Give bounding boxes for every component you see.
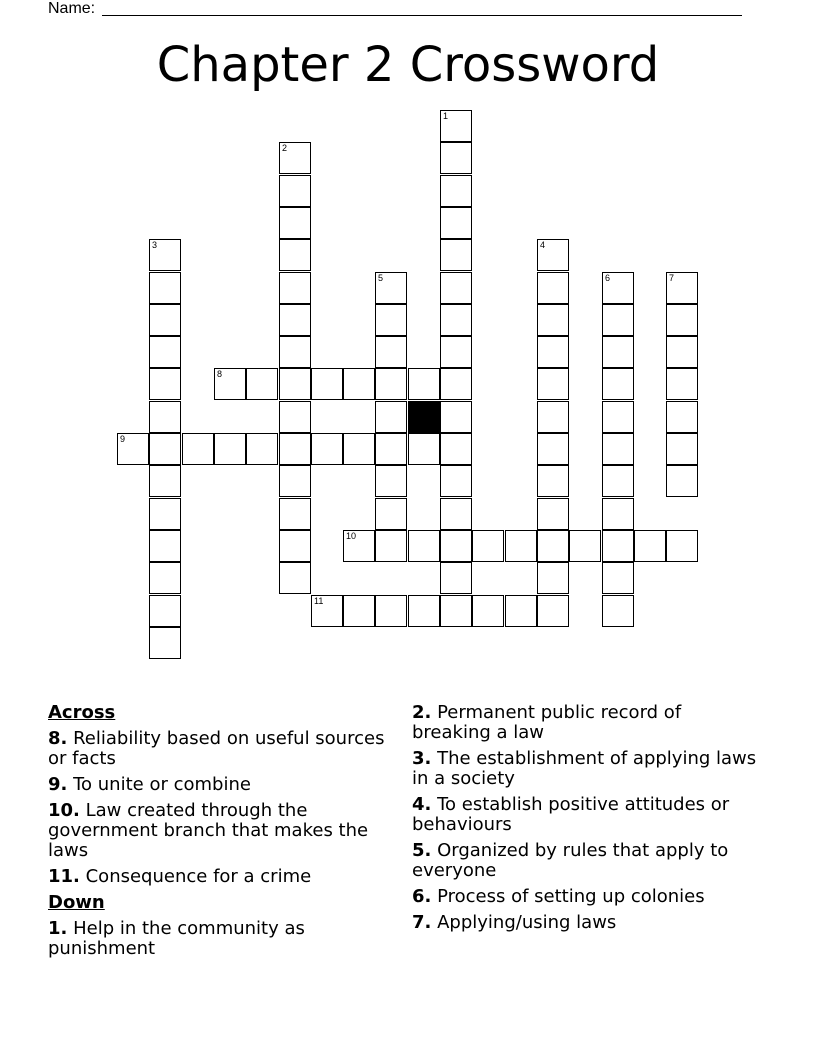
name-label: Name: (48, 0, 96, 17)
grid-cell[interactable] (311, 433, 343, 465)
grid-cell[interactable] (149, 595, 181, 627)
grid-cell[interactable] (602, 272, 634, 304)
grid-cell[interactable] (279, 175, 311, 207)
grid-cell[interactable] (537, 336, 569, 368)
grid-cell[interactable] (537, 530, 569, 562)
grid-cell[interactable] (440, 175, 472, 207)
grid-cell[interactable] (311, 595, 343, 627)
grid-cell[interactable] (472, 595, 504, 627)
clue-item-text: Consequence for a crime (79, 866, 312, 887)
grid-cell[interactable] (375, 368, 407, 400)
grid-cell[interactable] (343, 368, 375, 400)
grid-cell[interactable] (343, 433, 375, 465)
grid-cell[interactable] (149, 272, 181, 304)
grid-block (408, 401, 440, 433)
grid-cell[interactable] (343, 595, 375, 627)
grid-cell[interactable] (505, 530, 537, 562)
grid-cell[interactable] (537, 304, 569, 336)
grid-cell[interactable] (666, 336, 698, 368)
clue-item-text: Applying/using laws (431, 912, 617, 933)
grid-cell[interactable] (408, 530, 440, 562)
clue-number: 11 (314, 596, 324, 606)
grid-cell[interactable] (279, 304, 311, 336)
grid-cell[interactable] (440, 207, 472, 239)
grid-cell[interactable] (279, 562, 311, 594)
clue-number: 7 (669, 273, 675, 283)
down-clue-list-continued (412, 703, 762, 933)
clue-item-text: Law created through the government branch that makes the laws (48, 800, 369, 861)
clue-item-number: 2. (412, 702, 432, 723)
down-heading: Down (48, 892, 105, 913)
grid-cell[interactable] (375, 530, 407, 562)
grid-cell[interactable] (279, 465, 311, 497)
grid-cell[interactable] (602, 562, 634, 594)
grid-cell[interactable] (666, 465, 698, 497)
grid-cell[interactable] (149, 368, 181, 400)
grid-cell[interactable] (537, 595, 569, 627)
grid-cell[interactable] (149, 465, 181, 497)
clue-item (48, 801, 388, 861)
grid-cell[interactable] (375, 272, 407, 304)
grid-cell[interactable] (279, 498, 311, 530)
down-clue-list (48, 919, 388, 959)
grid-cell[interactable] (279, 401, 311, 433)
grid-cell[interactable] (375, 304, 407, 336)
clue-item (48, 729, 388, 769)
grid-cell[interactable] (440, 304, 472, 336)
grid-cell[interactable] (634, 530, 666, 562)
grid-cell[interactable] (375, 465, 407, 497)
grid-cell[interactable] (666, 433, 698, 465)
grid-cell[interactable] (602, 433, 634, 465)
clue-item (412, 913, 762, 933)
grid-cell[interactable] (149, 304, 181, 336)
clue-item-text: The establishment of applying laws in a society (412, 748, 757, 789)
grid-cell[interactable] (440, 498, 472, 530)
clue-item (412, 795, 762, 835)
clue-item-number: 9. (48, 774, 68, 795)
clue-item-text: To establish positive attitudes or behaviours (412, 794, 730, 835)
grid-cell[interactable] (408, 368, 440, 400)
clue-item-text: Organized by rules that apply to everyone (412, 840, 729, 881)
grid-cell[interactable] (602, 465, 634, 497)
clue-number: 5 (378, 273, 384, 283)
grid-cell[interactable] (279, 142, 311, 174)
grid-cell[interactable] (279, 272, 311, 304)
grid-cell[interactable] (440, 530, 472, 562)
across-clue-list (48, 729, 388, 887)
clues-left-column (48, 703, 388, 965)
clue-item-text: Permanent public record of breaking a law (412, 702, 682, 743)
page-title: Chapter 2 Crossword (156, 37, 660, 93)
clues-right-column (412, 703, 762, 939)
clue-number: 9 (120, 434, 126, 444)
grid-cell[interactable] (440, 142, 472, 174)
grid-cell[interactable] (602, 498, 634, 530)
clue-number: 3 (152, 240, 158, 250)
grid-cell[interactable] (375, 433, 407, 465)
clue-item-text: Help in the community as punishment (48, 918, 305, 959)
grid-cell[interactable] (666, 401, 698, 433)
grid-cell[interactable] (279, 433, 311, 465)
grid-cell[interactable] (440, 401, 472, 433)
clue-item-number: 8. (48, 728, 68, 749)
clue-item-number: 5. (412, 840, 432, 861)
clue-item (48, 775, 388, 795)
clue-item-number: 6. (412, 886, 432, 907)
grid-cell[interactable] (537, 498, 569, 530)
clue-item (412, 703, 762, 743)
grid-cell[interactable] (149, 239, 181, 271)
clue-item-number: 4. (412, 794, 432, 815)
grid-cell[interactable] (537, 272, 569, 304)
grid-cell[interactable] (246, 368, 278, 400)
clue-number: 1 (443, 111, 449, 121)
grid-cell[interactable] (149, 498, 181, 530)
grid-cell[interactable] (440, 368, 472, 400)
clue-item (412, 841, 762, 881)
grid-cell[interactable] (279, 530, 311, 562)
grid-cell[interactable] (472, 530, 504, 562)
grid-cell[interactable] (440, 110, 472, 142)
grid-cell[interactable] (149, 530, 181, 562)
grid-cell[interactable] (602, 595, 634, 627)
clue-item-number: 7. (412, 912, 432, 933)
grid-cell[interactable] (214, 433, 246, 465)
clue-item (48, 867, 388, 887)
clue-item-number: 11. (48, 866, 80, 887)
clue-item-number: 3. (412, 748, 432, 769)
clue-item-text: Process of setting up colonies (431, 886, 705, 907)
grid-cell[interactable] (279, 239, 311, 271)
grid-cell[interactable] (537, 401, 569, 433)
clue-item-number: 10. (48, 800, 80, 821)
grid-cell[interactable] (602, 530, 634, 562)
grid-cell[interactable] (537, 368, 569, 400)
grid-cell[interactable] (666, 304, 698, 336)
grid-cell[interactable] (311, 368, 343, 400)
grid-cell[interactable] (666, 272, 698, 304)
grid-cell[interactable] (375, 498, 407, 530)
clue-number: 6 (605, 273, 611, 283)
grid-cell[interactable] (602, 304, 634, 336)
clue-number: 10 (346, 531, 357, 541)
grid-cell[interactable] (440, 336, 472, 368)
grid-cell[interactable] (602, 401, 634, 433)
grid-cell[interactable] (505, 595, 537, 627)
grid-cell[interactable] (214, 368, 246, 400)
grid-cell[interactable] (440, 239, 472, 271)
grid-cell[interactable] (537, 465, 569, 497)
clue-item (48, 919, 388, 959)
clue-item-text: Reliability based on useful sources or facts (48, 728, 385, 769)
grid-cell[interactable] (182, 433, 214, 465)
grid-cell[interactable] (246, 433, 278, 465)
clue-item-number: 1. (48, 918, 68, 939)
grid-cell[interactable] (375, 401, 407, 433)
grid-cell[interactable] (537, 239, 569, 271)
clue-number: 2 (282, 143, 288, 153)
grid-cell[interactable] (537, 433, 569, 465)
grid-cell[interactable] (440, 433, 472, 465)
grid-cell[interactable] (279, 207, 311, 239)
grid-cell[interactable] (537, 562, 569, 594)
grid-cell[interactable] (149, 401, 181, 433)
grid-cell[interactable] (279, 336, 311, 368)
grid-cell[interactable] (408, 595, 440, 627)
grid-cell[interactable] (149, 433, 181, 465)
grid-cell[interactable] (343, 530, 375, 562)
grid-cell[interactable] (117, 433, 149, 465)
grid-cell[interactable] (666, 368, 698, 400)
clue-number: 8 (217, 369, 223, 379)
grid-cell[interactable] (149, 562, 181, 594)
grid-cell[interactable] (375, 595, 407, 627)
grid-cell[interactable] (440, 595, 472, 627)
grid-cell[interactable] (149, 336, 181, 368)
clue-item-text: To unite or combine (67, 774, 251, 795)
grid-cell[interactable] (569, 530, 601, 562)
clue-item (412, 887, 762, 907)
grid-cell[interactable] (440, 465, 472, 497)
grid-cell[interactable] (375, 336, 407, 368)
clue-number: 4 (540, 240, 546, 250)
across-heading: Across (48, 702, 116, 723)
grid-cell[interactable] (602, 368, 634, 400)
grid-cell[interactable] (602, 336, 634, 368)
grid-cell[interactable] (408, 433, 440, 465)
grid-cell[interactable] (440, 562, 472, 594)
grid-cell[interactable] (440, 272, 472, 304)
clue-item (412, 749, 762, 789)
grid-cell[interactable] (279, 368, 311, 400)
grid-cell[interactable] (149, 627, 181, 659)
grid-cell[interactable] (666, 530, 698, 562)
